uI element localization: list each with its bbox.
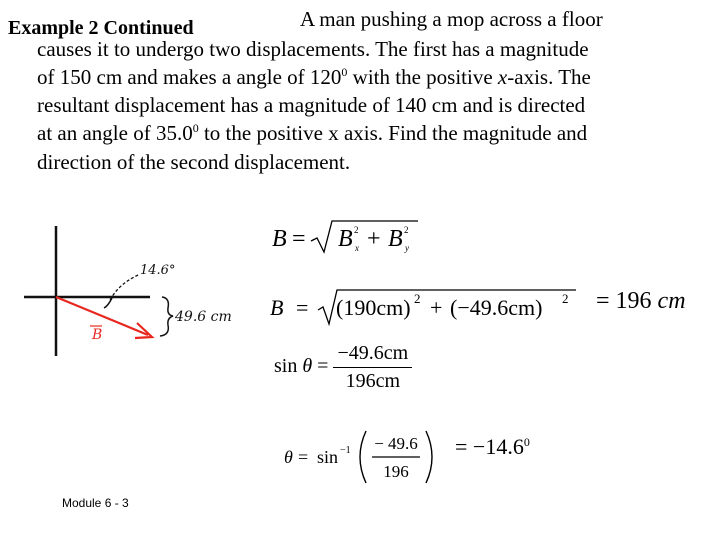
x-variable: x <box>497 65 508 89</box>
degree-mark: 0 <box>192 121 199 135</box>
equation-4-result <box>455 434 530 460</box>
left-paren <box>360 431 366 483</box>
problem-line-1: causes it to undergo two displacements. The first has a magnitude <box>37 37 589 61</box>
eq4-degree: 0 <box>523 435 530 449</box>
problem-line-5: direction of the second displacement. <box>37 150 351 174</box>
eq1-equals: = <box>292 226 306 252</box>
eq1-sup-x: 2 <box>354 225 359 235</box>
eq3-equals: = <box>317 355 329 378</box>
eq1-plus: + <box>367 226 381 252</box>
problem-line-2 <box>37 65 591 90</box>
component-brace <box>160 297 173 336</box>
eq2-term2: (−49.6cm) <box>450 295 543 320</box>
eq3-theta: θ <box>302 355 313 378</box>
eq4-denominator: 196 <box>383 462 409 481</box>
eq1-sub-x: x <box>355 243 359 253</box>
right-paren <box>426 431 432 483</box>
eq1-by: B <box>388 226 403 252</box>
eq3-fraction <box>333 342 412 393</box>
eq4-numerator: − 49.6 <box>374 434 418 453</box>
problem-text: to the positive x axis. Find the magnitude and <box>203 121 588 145</box>
eq2-plus: + <box>430 295 443 320</box>
equation-2-result <box>596 288 686 315</box>
eq3-sin: sin <box>274 355 298 378</box>
eq2-term1: (190cm) <box>336 295 411 320</box>
equation-magnitude <box>272 218 422 263</box>
equation-angle <box>284 427 454 492</box>
eq4-equals: = <box>298 447 309 467</box>
eq4-inverse: −1 <box>340 445 351 456</box>
problem-line-3: resultant displacement has a magnitude of 140 cm and is directed <box>37 93 586 117</box>
eq2-result-unit: cm <box>657 288 686 314</box>
eq1-sub-y: y <box>405 243 409 253</box>
equation-substitution <box>270 286 580 336</box>
slide-title: Example 2 Continued <box>8 17 194 39</box>
eq1-sup-y: 2 <box>404 225 409 235</box>
vector-label: B <box>92 327 103 343</box>
eq3-denominator: 196cm <box>345 370 401 392</box>
problem-intro: A man pushing a mop across a floor <box>300 7 603 31</box>
eq2-sup-1: 2 <box>414 291 421 306</box>
eq2-equals: = <box>296 295 309 320</box>
eq3-numerator: −49.6cm <box>333 342 412 368</box>
degree-mark: 0 <box>341 65 348 79</box>
equation-sine <box>274 342 412 393</box>
problem-text: at an angle of 35.0 <box>37 121 193 145</box>
equation-2-svg <box>270 286 580 330</box>
equation-4-svg <box>284 427 454 487</box>
vector-sketch <box>20 222 260 362</box>
problem-line-4 <box>37 121 587 146</box>
eq1-bx: B <box>338 226 353 252</box>
component-label: 49.6 cm <box>175 309 232 325</box>
angle-label: 14.6° <box>140 263 176 278</box>
eq4-theta: θ <box>284 447 293 467</box>
eq2-lhs: B <box>270 295 284 320</box>
slide-footer: Module 6 - 3 <box>62 496 129 510</box>
equation-1-svg <box>272 218 422 256</box>
problem-text: of 150 cm and makes a angle of 120 <box>37 65 342 89</box>
eq4-result-value: = −14.6 <box>455 434 524 459</box>
eq2-sup-2: 2 <box>562 291 569 306</box>
problem-text: with the positive <box>352 65 493 89</box>
eq4-sin: sin <box>317 447 339 467</box>
eq1-lhs: B <box>272 226 287 252</box>
eq2-result-value: = 196 <box>596 288 652 314</box>
problem-text: -axis. The <box>507 65 591 89</box>
